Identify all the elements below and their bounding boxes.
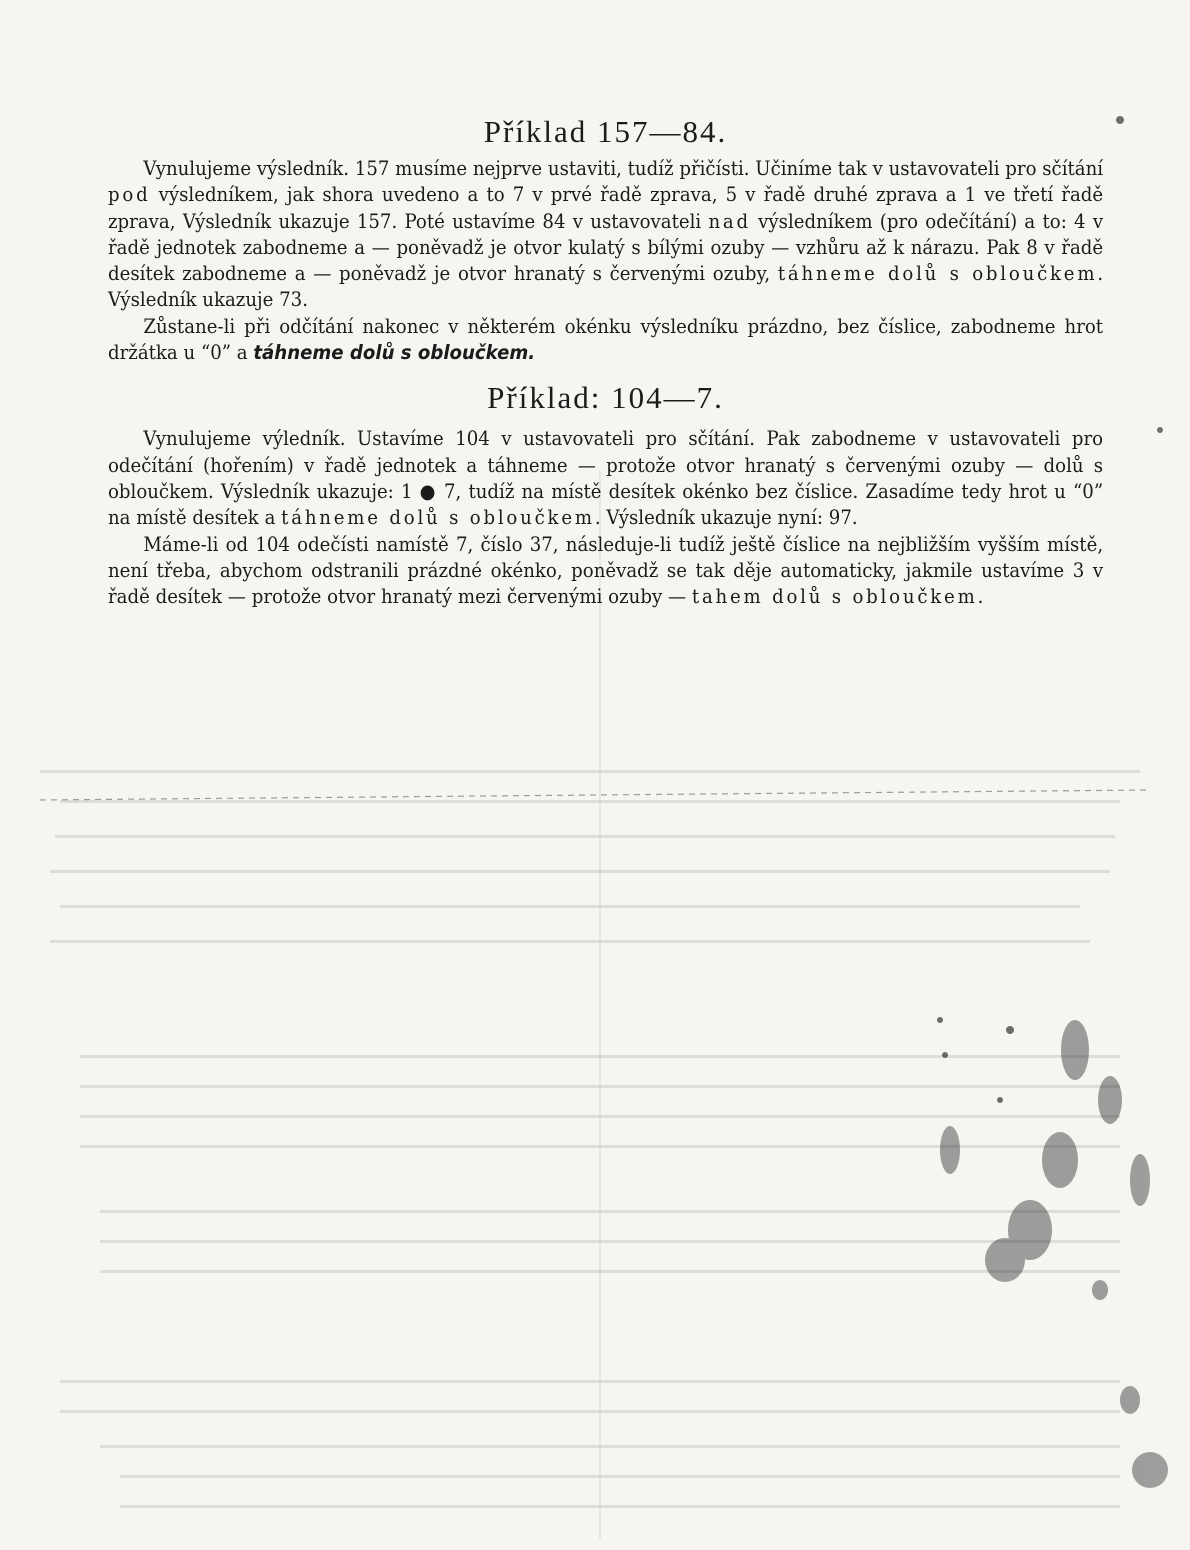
example-104-7-paragraph-2 (108, 532, 1103, 611)
text-segment-emphasis: tahem dolů s obloučkem (691, 585, 978, 609)
text-segment: Máme-li od 104 odečísti namístě 7, číslo 37, následuje-li tudíž ještě číslice na nejbližším vyšším místě, není třeba, abychom odstranili prázdné okénko, poněvadž se tak děje automaticky, jakmile ustavíme 3 v řadě desítek — protože otvor hranatý mezi červenými ozuby — (108, 532, 1104, 609)
text-emphasis-bold-italic: táhneme dolů s obloučkem. (253, 341, 536, 365)
text-segment: . Výsledník ukazuje 73. (108, 262, 1104, 312)
text-segment: Vynulujeme výsledník. 157 musíme nejprve ustaviti, tudíž přičísti. Učiníme tak v ustavovateli pro sčítání (143, 157, 1104, 180)
text-segment: . (977, 585, 984, 609)
example-157-84-paragraph-1 (108, 156, 1103, 314)
text-segment: výsledníkem, jak shora uvedeno a to 7 v prvé řadě zprava, 5 v řadě druhé zprava a 1 ve třetí řadě zprava, Výsledník ukazuje 157. Poté ustavíme 84 v ustavovateli (108, 183, 1104, 233)
example-157-84-title: Příklad 157—84. (483, 114, 728, 149)
text-segment-emphasis: táhneme dolů s obloučkem (281, 506, 595, 530)
text-segment-nad: nad (708, 209, 751, 233)
text-segment: Vynulujeme výledník. Ustavíme 104 v ustavovateli pro sčítání. Pak zabodneme v ustavovateli pro odečítání (hořením) v řadě jednotek a táhneme — protože otvor hranatý s červenými ozuby — dolů s obloučkem. Výsledník ukazuje: 1 ● 7, tudíž na místě desítek okénko bez číslice. Zasadíme tedy hrot u “0” na místě desítek a (108, 427, 1104, 530)
text-segment: . Výsledník ukazuje nyní: 97. (594, 506, 858, 530)
text-segment-pod: pod (108, 183, 151, 207)
text-segment-emphasis: táhneme dolů s obloučkem (777, 262, 1098, 286)
text-column (108, 108, 1103, 610)
text-segment: výsledníkem (pro odečítání) a to: 4 v řadě jednotek zabodneme a — poněvadž je otvor kulatý s bílými ozuby — vzhůru až k nárazu. Pak 8 v řadě desítek zabodneme a — poněvadž je otvor hranatý s červenými ozuby, (108, 209, 1104, 286)
example-104-7-title: Příklad: 104—7. (487, 380, 724, 416)
example-104-7-paragraph-1 (108, 426, 1103, 531)
text-segment: Zůstane-li při odčítání nakonec v některém okénku výsledníku prázdno, bez číslice, zabodneme hrot držátka u “0” a (108, 314, 1104, 365)
example-157-84-paragraph-2 (108, 314, 1103, 367)
